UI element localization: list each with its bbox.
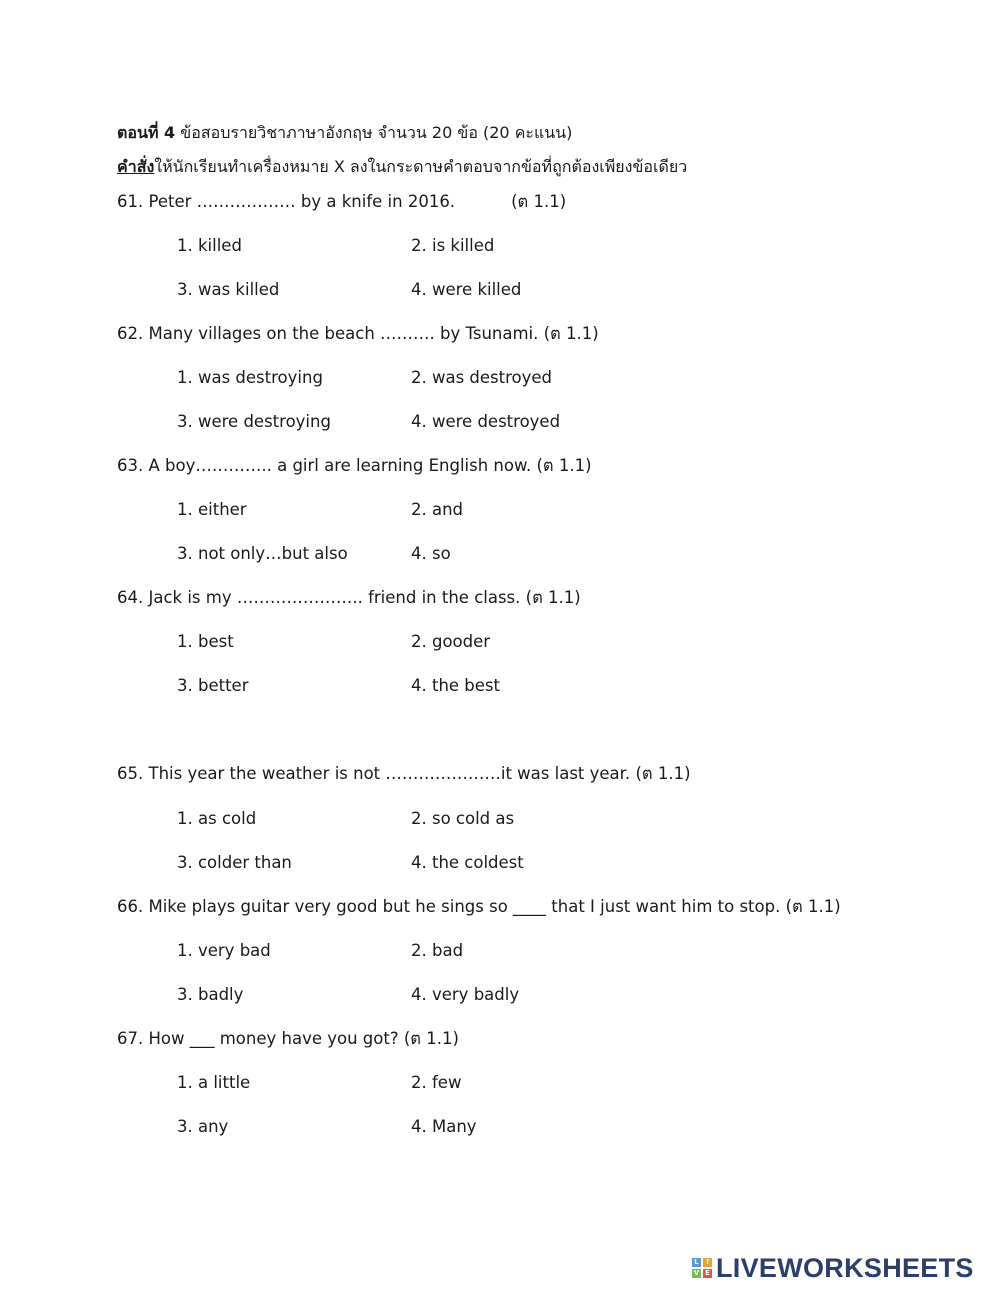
choice-62-4[interactable]: 4. were destroyed <box>411 412 561 431</box>
choice-61-3[interactable]: 3. was killed <box>177 280 280 299</box>
choice-65-2[interactable]: 2. so cold as <box>411 809 515 828</box>
choice-67-3[interactable]: 3. any <box>177 1117 229 1136</box>
choice-64-1[interactable]: 1. best <box>177 632 234 651</box>
choice-61-4[interactable]: 4. were killed <box>411 280 522 299</box>
choice-64-2[interactable]: 2. gooder <box>411 632 491 651</box>
part-label: ตอนที่ 4 <box>117 123 176 142</box>
question-text: 63. A boy………….. a girl are learning English now. <box>117 456 532 475</box>
logo-block-l: L <box>692 1258 701 1267</box>
choice-63-2[interactable]: 2. and <box>411 500 464 519</box>
question-text: 62. Many villages on the beach ………. by Tsunami. <box>117 324 539 343</box>
choice-65-1[interactable]: 1. as cold <box>177 809 257 828</box>
part-description: ข้อสอบรายวิชาภาษาอังกฤษ จำนวน 20 ข้อ (20 คะแนน) <box>175 123 573 142</box>
question-reference: (ต 1.1) <box>635 764 691 783</box>
choice-61-2[interactable]: 2. is killed <box>411 236 495 255</box>
choice-66-3[interactable]: 3. badly <box>177 985 244 1004</box>
choice-67-4[interactable]: 4. Many <box>411 1117 477 1136</box>
question-text: 61. Peter ……………… by a knife in 2016. <box>117 192 456 211</box>
question-64 <box>117 588 581 608</box>
part-header <box>117 123 572 143</box>
question-reference: (ต 1.1) <box>403 1029 459 1048</box>
logo-block-v: V <box>693 1269 700 1277</box>
choice-64-3[interactable]: 3. better <box>177 676 249 695</box>
question-text: 64. Jack is my ………………….. friend in the class. <box>117 588 521 607</box>
choice-62-2[interactable]: 2. was destroyed <box>411 368 553 387</box>
choice-65-4[interactable]: 4. the coldest <box>411 853 524 872</box>
choice-67-2[interactable]: 2. few <box>411 1073 462 1092</box>
choice-67-1[interactable]: 1. a little <box>177 1073 251 1092</box>
logo-block-e: E <box>703 1269 712 1278</box>
question-text: 67. How ___ money have you got? <box>117 1029 399 1048</box>
question-reference: (ต 1.1) <box>536 456 592 475</box>
instruction-text: ให้นักเรียนทำเครื่องหมาย X ลงในกระดาษคำตอบจากข้อที่ถูกต้องเพียงข้อเดียว <box>154 157 688 176</box>
choice-66-4[interactable]: 4. very badly <box>411 985 520 1004</box>
question-reference: (ต 1.1) <box>543 324 599 343</box>
question-66 <box>117 897 841 917</box>
choice-65-3[interactable]: 3. colder than <box>177 853 292 872</box>
question-reference: (ต 1.1) <box>785 897 841 916</box>
question-text: 65. This year the weather is not …………………it was last year. <box>117 764 631 783</box>
question-67 <box>117 1029 459 1049</box>
question-reference: (ต 1.1) <box>511 192 567 211</box>
choice-63-3[interactable]: 3. not only…but also <box>177 544 348 563</box>
question-63 <box>117 456 592 476</box>
choice-66-1[interactable]: 1. very bad <box>177 941 271 960</box>
choice-62-3[interactable]: 3. were destroying <box>177 412 331 431</box>
instruction-line <box>117 157 687 177</box>
question-reference: (ต 1.1) <box>525 588 581 607</box>
choice-61-1[interactable]: 1. killed <box>177 236 242 255</box>
logo-text: LIVEWORKSHEETS <box>716 1252 974 1283</box>
logo-block-i: I <box>703 1258 712 1267</box>
question-62 <box>117 324 599 344</box>
question-61 <box>117 192 566 212</box>
choice-63-1[interactable]: 1. either <box>177 500 247 519</box>
choice-64-4[interactable]: 4. the best <box>411 676 501 695</box>
choice-62-1[interactable]: 1. was destroying <box>177 368 323 387</box>
logo-blocks-icon <box>692 1258 712 1278</box>
choice-63-4[interactable]: 4. so <box>411 544 451 563</box>
question-text: 66. Mike plays guitar very good but he sings so ____ that I just want him to stop. <box>117 897 781 916</box>
question-65 <box>117 764 691 784</box>
choice-66-2[interactable]: 2. bad <box>411 941 464 960</box>
liveworksheets-logo <box>692 1253 974 1283</box>
instruction-label: คำสั่ง <box>117 157 155 176</box>
